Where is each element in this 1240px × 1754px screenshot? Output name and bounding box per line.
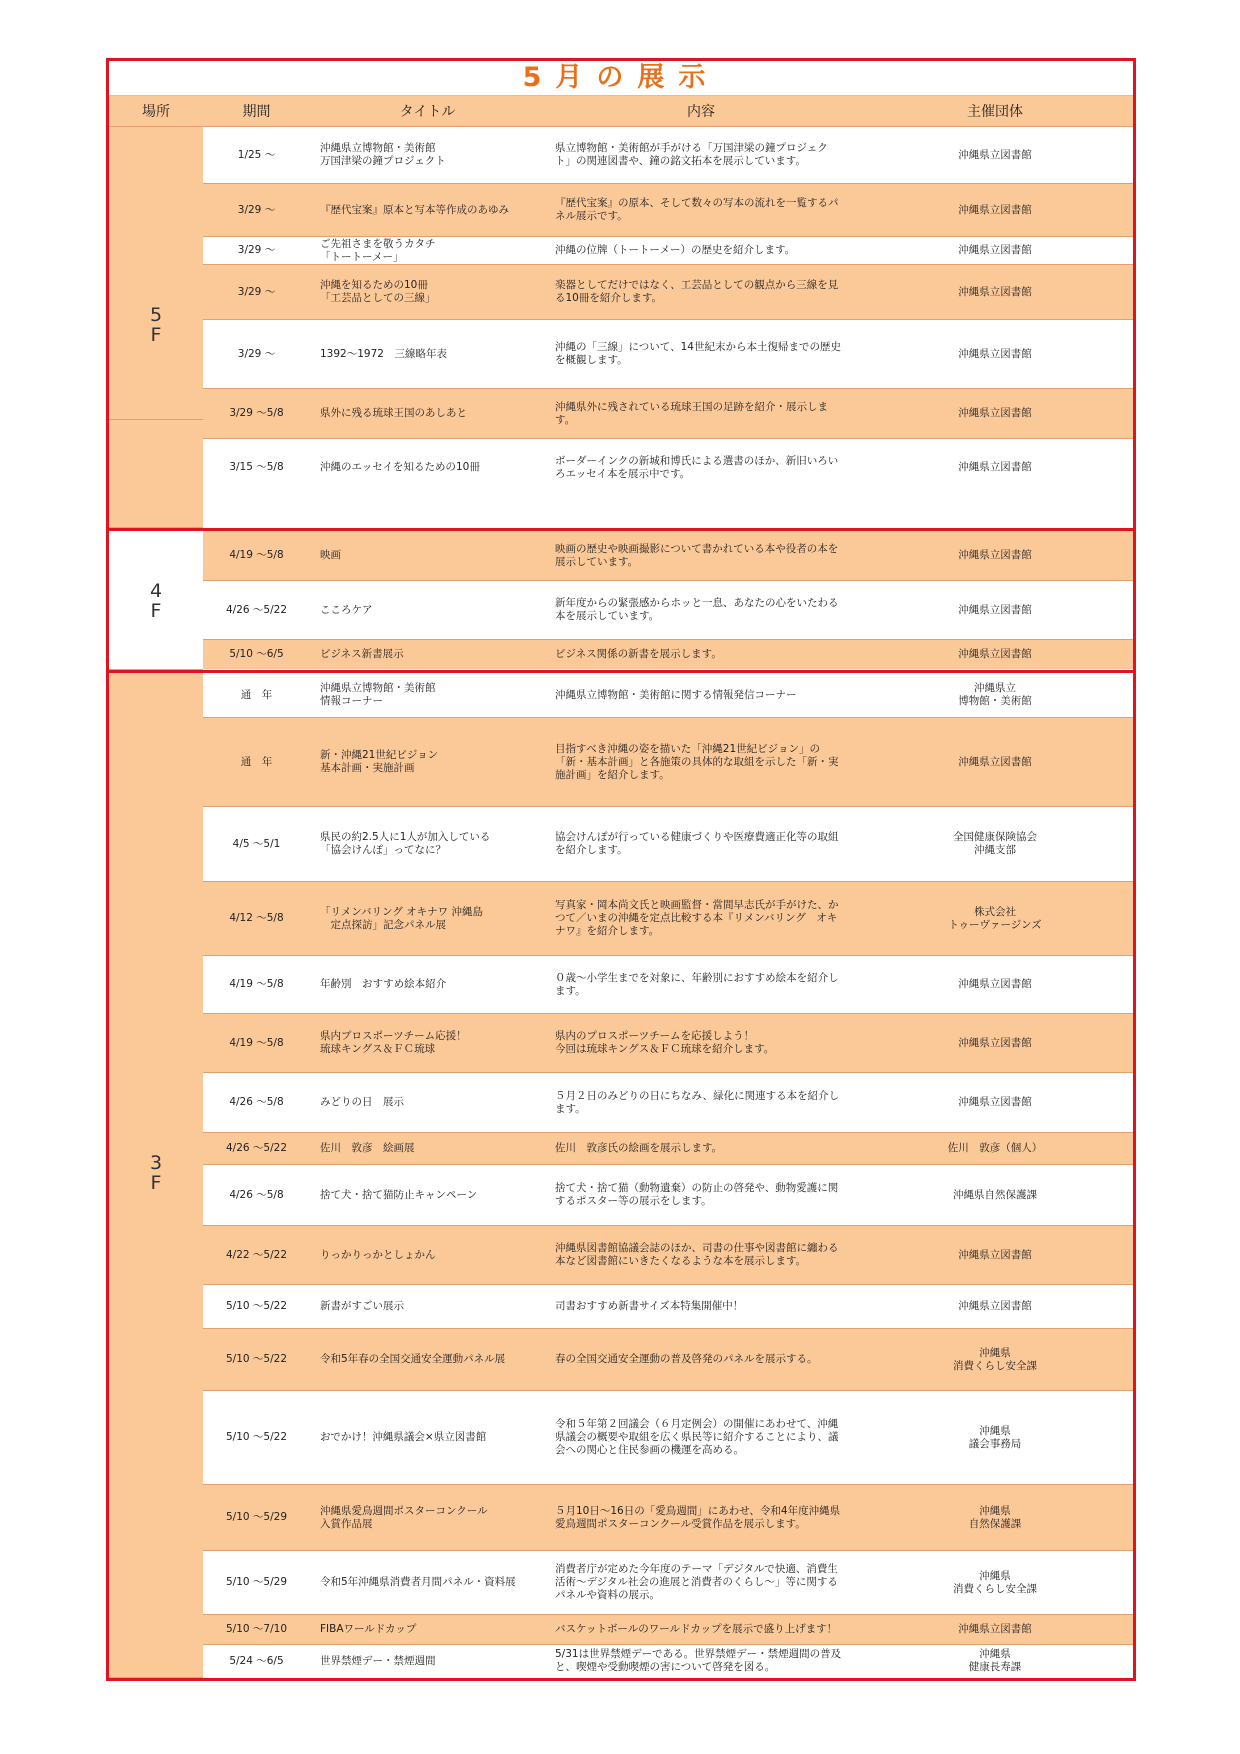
header-period: 期間 [242, 104, 271, 120]
floor-section [109, 670, 1133, 1678]
content-cell: ５月２日のみどりの日にちなみ、緑化に関連する本を紹介し ます。 [555, 1089, 840, 1115]
content-cell: 『歴代宝案』の原本、そして数々の写本の流れを一覧するパ ネル展示です。 [555, 197, 839, 222]
org-cell: 沖縄県立図書館 [958, 244, 1032, 256]
period-cell: 3/29 ～5/8 [229, 407, 284, 419]
org-cell: 沖縄県立 博物館・美術館 [958, 682, 1032, 707]
org-cell: 沖縄県立図書館 [958, 1248, 1032, 1261]
table-row [203, 1073, 1133, 1133]
org-cell: 沖縄県立図書館 [958, 203, 1032, 216]
content-cell: 写真家・岡本尚文氏と映画監督・當間早志氏が手がけた、か つて／いまの沖縄を定点比較する本『リメンバリング オキ ナワ』を紹介します。 [555, 899, 839, 937]
org-cell: 沖縄県立図書館 [958, 549, 1032, 561]
table-row [203, 956, 1133, 1014]
org-cell: 沖縄県 健康長寿課 [968, 1648, 1022, 1673]
title-cell: 沖縄県愛鳥週間ポスターコンクール 入賞作品展 [320, 1504, 488, 1530]
org-cell: 沖縄県立図書館 [958, 1096, 1032, 1108]
title-cell: 捨て犬・捨て猫防止キャンペーン [320, 1188, 478, 1201]
period-cell: 4/19 ～5/8 [229, 549, 284, 561]
title-cell: 1392～1972 三線略年表 [320, 347, 447, 360]
table-row [203, 1226, 1133, 1285]
content-cell: 佐川 敦彦氏の絵画を展示します。 [555, 1142, 723, 1154]
title-cell: 年齢別 おすすめ絵本紹介 [320, 978, 447, 990]
period-cell: 5/10 ～5/22 [226, 1353, 287, 1365]
table-row [203, 1329, 1133, 1391]
content-cell: 県立博物館・美術館が手がける「万国津梁の鐘プロジェク ト」の関連図書や、鐘の銘文拓本を展示しています。 [555, 142, 828, 167]
table-row [203, 581, 1133, 640]
content-cell: 県内のプロスポーツチームを応援しよう！ 今回は琉球キングス＆ＦＣ琉球を紹介します。 [555, 1030, 775, 1055]
org-cell: 沖縄県立図書館 [958, 978, 1032, 990]
title-cell: 沖縄県立博物館・美術館 万国津梁の鐘プロジェクト [320, 142, 446, 167]
table-row [203, 320, 1133, 389]
period-cell: 4/26 ～5/8 [229, 1096, 284, 1108]
period-cell: 通 年 [240, 755, 273, 768]
org-cell: 沖縄県立図書館 [958, 285, 1032, 298]
period-cell: 4/22 ～5/22 [226, 1248, 287, 1261]
table-body [109, 127, 1133, 1678]
title-cell: みどりの日 展示 [320, 1096, 404, 1108]
title-cell: 世界禁煙デー・禁煙週間 [320, 1654, 436, 1667]
org-cell: 沖縄県 自然保護課 [968, 1504, 1022, 1530]
table-row [203, 640, 1133, 669]
content-cell: 捨て犬・捨て猫（動物遺棄）の防止の啓発や、動物愛護に関 するポスター等の展示をします。 [555, 1182, 839, 1207]
title-cell: 県外に残る琉球王国のあしあと [320, 407, 467, 419]
place-cell [109, 673, 203, 1678]
table-row [203, 1285, 1133, 1329]
table-row [203, 807, 1133, 882]
period-cell: 4/19 ～5/8 [229, 1036, 284, 1049]
table-row [203, 1014, 1133, 1073]
content-cell: ０歳～小学生までを対象に、年齢別におすすめ絵本を紹介し ます。 [555, 971, 839, 997]
org-cell: 沖縄県立図書館 [958, 1036, 1032, 1049]
table-row [203, 389, 1133, 439]
content-cell: 沖縄県外に残されている琉球王国の足跡を紹介・展示しま す。 [555, 400, 828, 426]
content-cell: ボーダーインクの新城和博氏による選書のほか、新旧いろい ろエッセイ本を展示中です。 [555, 454, 839, 480]
table-row [203, 127, 1133, 184]
table-row [203, 1485, 1133, 1551]
header-org: 主催団体 [967, 104, 1023, 120]
org-cell: 沖縄県立図書館 [958, 755, 1032, 768]
table-row [203, 531, 1133, 581]
title-cell: 沖縄を知るための10冊 「工芸品としての三線」 [320, 279, 436, 304]
period-cell: 3/29 ～ [237, 285, 276, 298]
org-cell: 沖縄県 消費くらし安全課 [953, 1346, 1037, 1372]
table-row [203, 184, 1133, 237]
org-cell: 沖縄県 消費くらし安全課 [953, 1569, 1037, 1595]
period-cell: 1/25 ～ [237, 148, 276, 161]
org-cell: 沖縄県立図書館 [958, 1300, 1032, 1312]
content-cell: 映画の歴史や映画撮影について書かれている本や役者の本を 展示しています。 [555, 542, 839, 568]
table-row [203, 237, 1133, 265]
org-cell: 沖縄県立図書館 [958, 648, 1032, 660]
content-cell: ５月10日～16日の「愛鳥週間」にあわせ、令和4年度沖縄県 愛鳥週間ポスターコンクール受賞作品を展示します。 [555, 1504, 841, 1530]
content-cell: 5/31は世界禁煙デーである。世界禁煙デー・禁煙週間の普及 と、喫煙や受動喫煙の害について啓発を図る。 [555, 1648, 842, 1673]
org-cell: 沖縄県自然保護課 [953, 1188, 1037, 1201]
header-place: 場所 [142, 104, 170, 120]
title-cell: 『歴代宝案』原本と写本等作成のあゆみ [320, 203, 509, 216]
period-cell: 5/10 ～6/5 [229, 648, 284, 660]
content-cell: 令和５年第２回議会（６月定例会）の開催にあわせて、沖縄 県議会の概要や取組を広く県民等に紹介することにより、議 会への関心と住民参画の機運を高める。 [555, 1418, 839, 1456]
content-cell: 沖縄県立博物館・美術館に関する情報発信コーナー [555, 688, 797, 701]
place-band [109, 127, 203, 420]
place-band [109, 420, 203, 528]
org-cell: 沖縄県立図書館 [958, 407, 1032, 419]
content-cell: 目指すべき沖縄の姿を描いた「沖縄21世紀ビジョン」の 「新・基本計画」と各施策の具体的な取組を示した「新・実 施計画」を紹介します。 [555, 742, 839, 781]
table-row [203, 718, 1133, 807]
period-cell: 4/19 ～5/8 [229, 978, 284, 990]
content-cell: 協会けんぽが行っている健康づくりや医療費適正化等の取組 を紹介します。 [555, 831, 839, 856]
table-row [203, 1615, 1133, 1645]
period-cell: 3/29 ～ [237, 244, 276, 256]
header-content: 内容 [687, 104, 715, 120]
period-cell: 4/5 ～5/1 [232, 837, 281, 850]
period-cell: 4/26 ～5/22 [226, 1142, 287, 1154]
title-cell: 令和5年沖縄県消費者月間パネル・資料展 [320, 1576, 516, 1588]
period-cell: 4/12 ～5/8 [229, 912, 284, 924]
org-cell: 株式会社 トゥーヴァージンズ [948, 905, 1042, 931]
org-cell: 沖縄県 議会事務局 [968, 1424, 1022, 1450]
content-cell: 沖縄の位牌（トートーメー）の歴史を紹介します。 [555, 244, 796, 256]
header-title: タイトル [399, 104, 456, 120]
org-cell: 沖縄県立図書館 [958, 347, 1032, 360]
title-cell: 新書がすごい展示 [320, 1300, 404, 1312]
content-cell: 司書おすすめ新書サイズ本特集開催中！ [555, 1300, 744, 1312]
period-cell: 4/26 ～5/22 [226, 603, 287, 616]
title-cell: 佐川 敦彦 絵画展 [320, 1142, 415, 1154]
period-cell: 5/24 ～6/5 [229, 1654, 284, 1667]
content-cell: バスケットボールのワールドカップを展示で盛り上げます！ [555, 1623, 838, 1635]
period-cell: 3/29 ～ [237, 203, 276, 216]
title-cell: こころケア [320, 603, 373, 616]
place-cell [109, 531, 203, 670]
period-cell: 5/10 ～5/29 [226, 1576, 287, 1588]
title-cell: おでかけ！沖縄県議会×県立図書館 [320, 1431, 487, 1443]
table-row [203, 1551, 1133, 1615]
org-cell: 全国健康保険協会 沖縄支部 [953, 831, 1037, 856]
title-cell: ご先祖さまを敬うカタチ 「トートーメー」 [320, 237, 436, 263]
table-row [203, 265, 1133, 320]
title-cell: 映画 [320, 549, 341, 561]
period-cell: 5/10 ～5/22 [226, 1300, 287, 1312]
table-row [203, 1165, 1133, 1226]
title-cell: 県内プロスポーツチーム応援！ 琉球キングス＆ＦＣ琉球 [320, 1030, 467, 1055]
place-cell [109, 127, 203, 528]
table-row [203, 1133, 1133, 1165]
content-cell: 消費者庁が定めた今年度のテーマ「デジタルで快適、消費生 活術～デジタル社会の進展と消費者のくらし～」等に関する パネルや資料の展示。 [555, 1563, 838, 1601]
table-row [203, 1645, 1133, 1677]
content-cell: 楽器としてだけではなく、工芸品としての観点から三線を見 る10冊を紹介します。 [555, 279, 839, 304]
org-cell: 沖縄県立図書館 [958, 461, 1032, 473]
table-row [203, 1391, 1133, 1485]
exhibit-table [106, 58, 1136, 1681]
period-cell: 3/29 ～ [237, 347, 276, 360]
content-cell: ビジネス関係の新書を展示します。 [555, 648, 722, 660]
title-cell: 新・沖縄21世紀ビジョン 基本計画・実施計画 [320, 749, 439, 774]
title-cell: 令和5年春の全国交通安全運動パネル展 [320, 1353, 506, 1365]
content-cell: 新年度からの緊張感からホッと一息、あなたの心をいたわる 本を展示しています。 [555, 597, 839, 622]
content-cell: 春の全国交通安全運動の普及啓発のパネルを展示する。 [555, 1353, 818, 1365]
period-cell: 5/10 ～7/10 [226, 1623, 287, 1635]
floor-label: 4 F [149, 580, 163, 622]
org-cell: 沖縄県立図書館 [958, 603, 1032, 616]
org-cell: 沖縄県立図書館 [958, 148, 1032, 161]
period-cell: 5/10 ～5/22 [226, 1431, 287, 1443]
title-cell: 沖縄県立博物館・美術館 情報コーナー [320, 682, 436, 707]
table-row [203, 439, 1133, 496]
title-cell: FIBAワールドカップ [320, 1623, 417, 1635]
page-title: 5月の展示 [109, 61, 1133, 96]
content-cell: 沖縄の「三線」について、14世紀末から本土復帰までの歴史 を概観します。 [555, 341, 841, 366]
table-header [109, 96, 1133, 127]
title-cell: 県民の約2.5人に1人が加入している 「協会けんぽ」ってなに？ [320, 831, 491, 856]
period-cell: 5/10 ～5/29 [226, 1511, 287, 1523]
period-cell: 通 年 [240, 688, 273, 701]
period-cell: 3/15 ～5/8 [229, 461, 284, 473]
org-cell: 佐川 敦彦（個人） [947, 1142, 1043, 1154]
table-row [203, 882, 1133, 956]
content-cell: 沖縄県図書館協議会誌のほか、司書の仕事や図書館に纏わる 本など図書館にいきたくなるような本を展示します。 [555, 1242, 839, 1267]
title-cell: ビジネス新書展示 [320, 648, 404, 660]
org-cell: 沖縄県立図書館 [958, 1623, 1032, 1635]
floor-section [109, 127, 1133, 528]
title-cell: 沖縄のエッセイを知るための10冊 [320, 461, 480, 473]
floor-label: 5 F [149, 304, 163, 346]
title-cell: 「リメンバリング オキナワ 沖縄島 定点探訪」記念パネル展 [320, 905, 484, 931]
period-cell: 4/26 ～5/8 [229, 1188, 284, 1201]
table-row [203, 673, 1133, 718]
floor-section [109, 528, 1133, 670]
floor-label: 3 F [149, 1152, 163, 1194]
title-cell: りっかりっかとしょかん [320, 1248, 436, 1261]
